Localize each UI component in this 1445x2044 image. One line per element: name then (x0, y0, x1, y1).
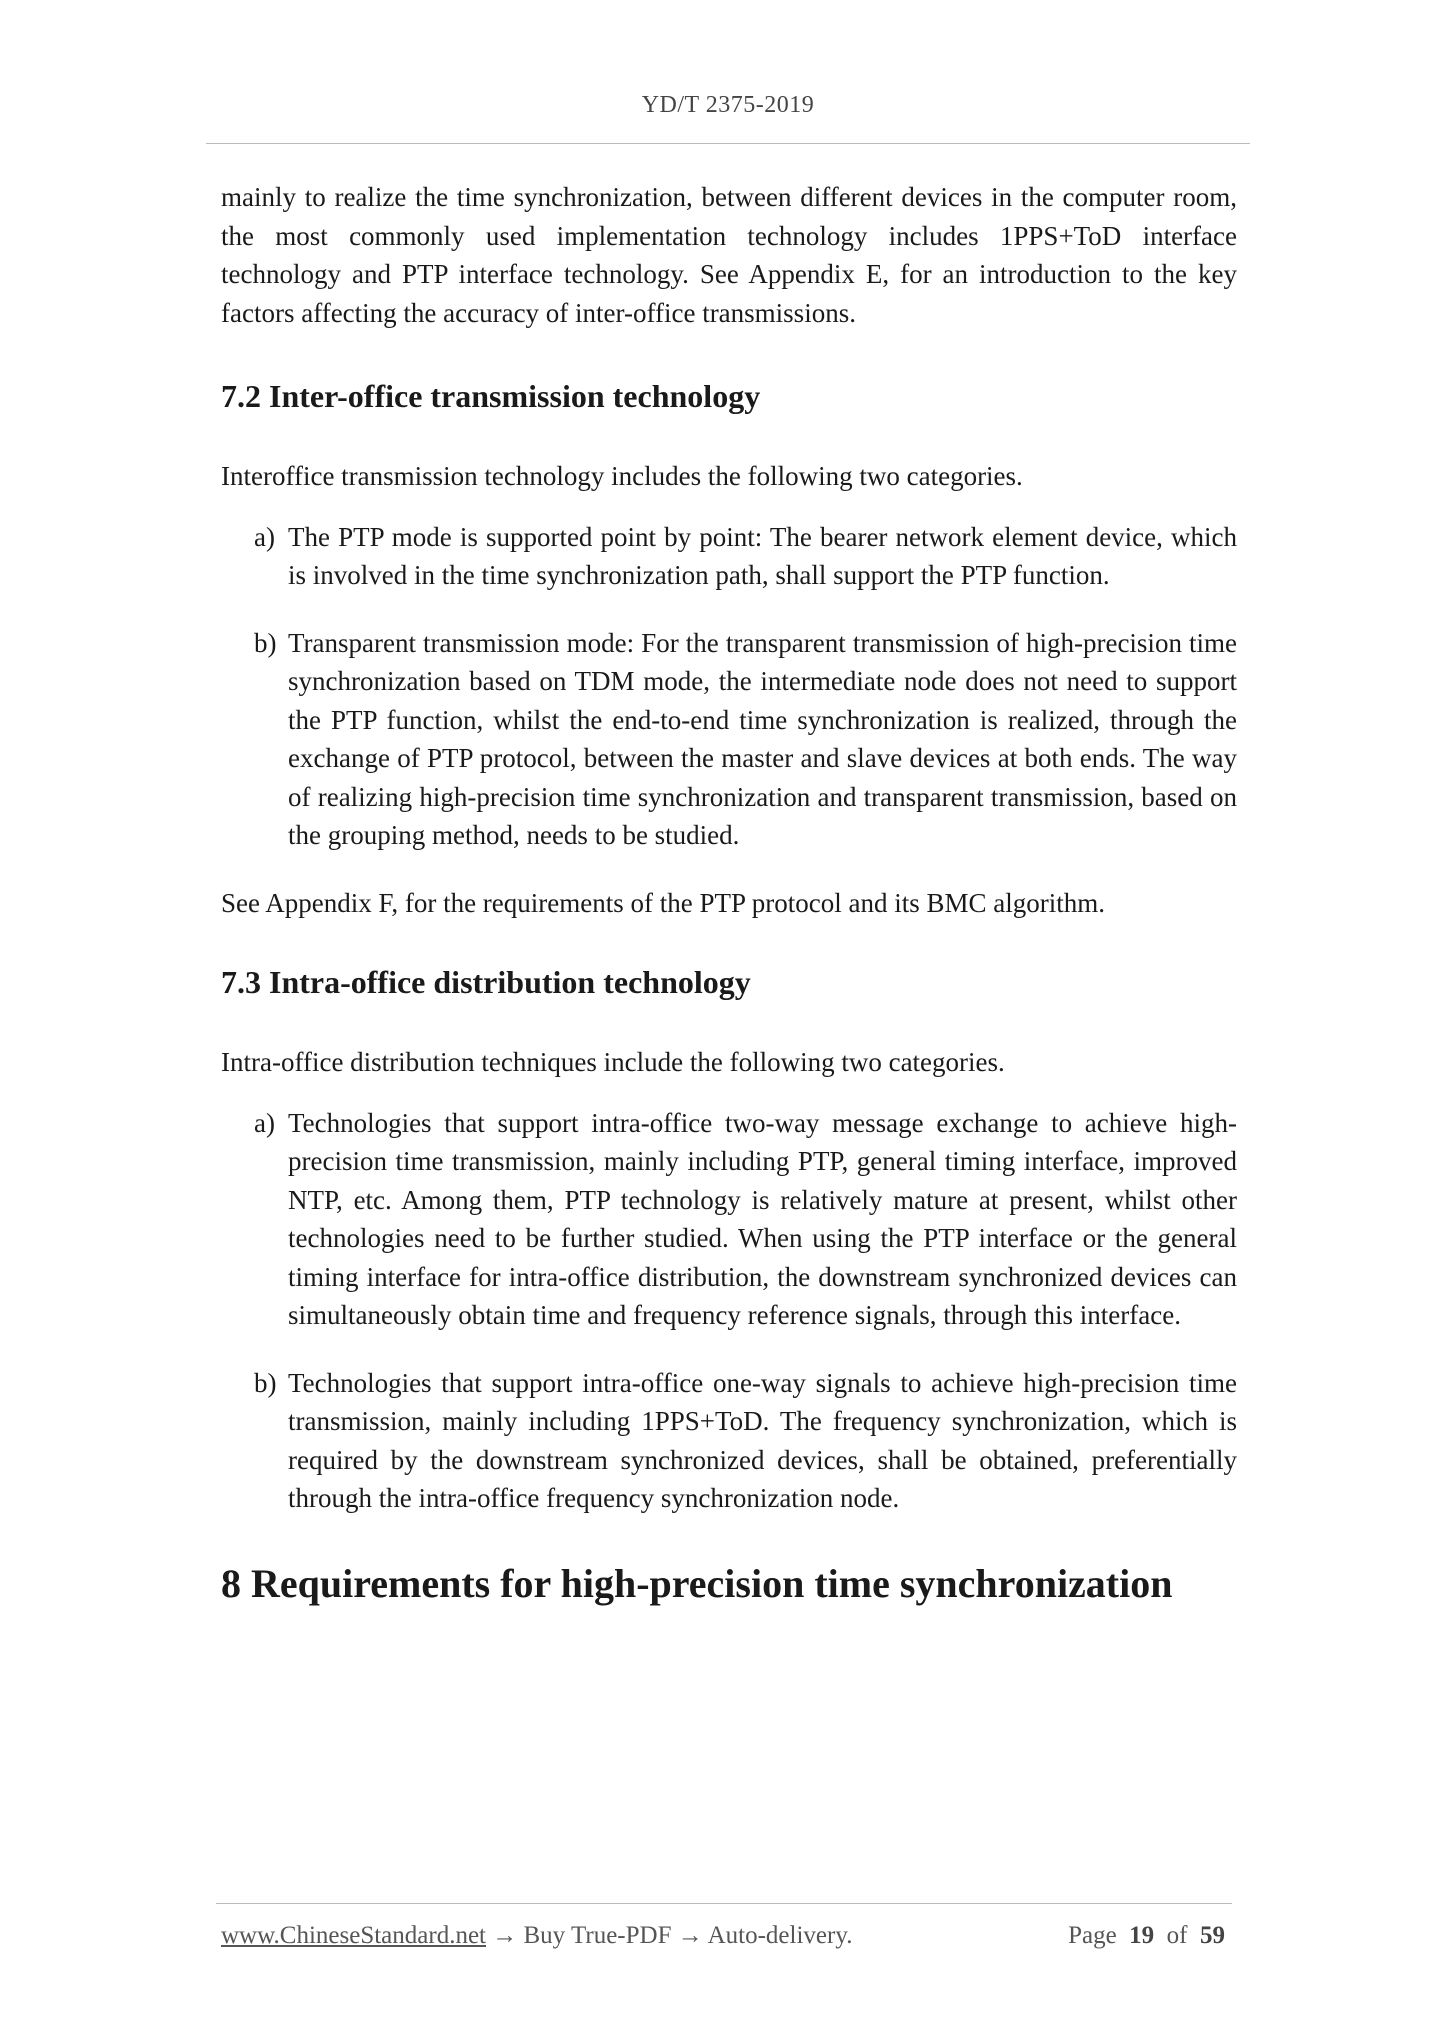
section-7-3-item-b (254, 1364, 1237, 1518)
section-7-3-heading: 7.3 Intra-office distribution technology (221, 964, 751, 1000)
total-pages: 59 (1200, 1922, 1225, 1949)
section-7-3-item-a (254, 1104, 1237, 1335)
item-marker: b) (254, 1367, 277, 1398)
footer-divider (216, 1903, 1232, 1904)
item-text: Transparent transmission mode: For the transparent transmission of high-precision time synchronization based on TDM mode, the intermediate node does not need to support the PTP function, whilst the end-to-end time synchronization is realized, through the exchange of PTP protocol, between the master and slave devices at both ends. The way of realizing high-precision time synchronization and transparent transmission, based on the grouping method, needs to be studied. (288, 627, 1237, 850)
item-marker: a) (254, 1107, 275, 1138)
section-7-2-heading: 7.2 Inter-office transmission technology (221, 378, 761, 414)
section-7-2-lead: Interoffice transmission technology includes the following two categories. (221, 461, 1023, 491)
header-divider (206, 143, 1250, 144)
site-link[interactable]: www.ChineseStandard.net (221, 1922, 486, 1949)
item-text: The PTP mode is supported point by point: The bearer network element device, which is involved in the time synchronization path, shall support the PTP function. (288, 521, 1237, 590)
intro-paragraph: mainly to realize the time synchronization, between different devices in the computer room, the most commonly used implementation technology includes 1PPS+ToD interface technology and PTP interface technology. See Appendix E, for an introduction to the key factors affecting the accuracy of inter-office transmissions. (221, 182, 1237, 328)
section-7-2-item-a (254, 518, 1237, 595)
document-header: YD/T 2375-2019 (641, 92, 815, 118)
page-indicator (1068, 1922, 1225, 1950)
footer-left (221, 1922, 852, 1950)
item-text: Technologies that support intra-office two-way message exchange to achieve high-precision time transmission, mainly including PTP, general timing interface, improved NTP, etc. Among them, PTP technology is relatively mature at present, whilst other technologies need to be further studied. When using the PTP interface or the general timing interface for intra-office distribution, the downstream synchronized devices can simultaneously obtain time and frequency reference signals, through this interface. (288, 1107, 1237, 1330)
item-marker: b) (254, 627, 277, 658)
item-marker: a) (254, 521, 275, 552)
page-footer (221, 1922, 1225, 1950)
arrow-right-icon: → (492, 1922, 518, 1949)
section-7-3-lead: Intra-office distribution techniques include the following two categories. (221, 1047, 1005, 1077)
section-7-2-closing: See Appendix F, for the requirements of the PTP protocol and its BMC algorithm. (221, 887, 1105, 918)
of-label: of (1166, 1922, 1188, 1949)
item-text: Technologies that support intra-office one-way signals to achieve high-precision time transmission, mainly including 1PPS+ToD. The frequency synchronization, which is required by the downstream synchronized devices, shall be obtained, preferentially through the intra-office frequency synchronization node. (288, 1367, 1237, 1513)
auto-delivery-text: Auto-delivery. (707, 1922, 853, 1949)
page-number: 19 (1129, 1922, 1155, 1949)
arrow-right-icon: → (677, 1922, 703, 1949)
section-8-heading: 8 Requirements for high-precision time synchronization (221, 1560, 1173, 1606)
buy-pdf-text: Buy True-PDF (523, 1922, 672, 1949)
page-content (221, 178, 1237, 1608)
page-label: Page (1068, 1922, 1117, 1949)
section-7-2-item-b (254, 624, 1237, 855)
